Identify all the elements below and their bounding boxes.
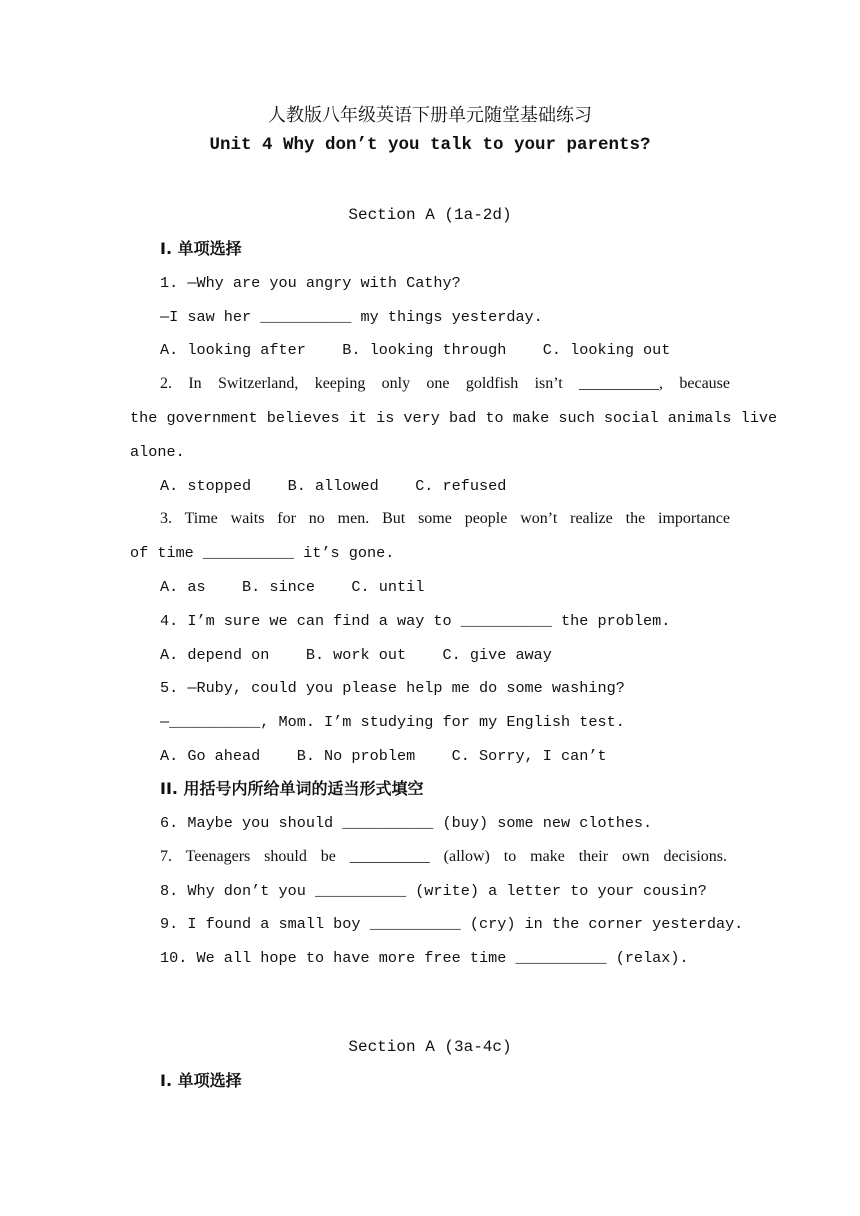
question-7: 7. Teenagers should be __________ (allow) to make their own decisions.	[160, 848, 727, 865]
section-title: Section A (1a-2d)	[348, 206, 512, 224]
question-2-options: A. stopped B. allowed C. refused	[160, 477, 507, 495]
question-2-line-2: the government believes it is very bad to make such social animals live	[130, 409, 778, 427]
question-1-options: A. looking after B. looking through C. looking out	[160, 341, 671, 359]
question-1-sentence: —I saw her __________ my things yesterday.	[160, 308, 543, 326]
question-1-stem: 1. —Why are you angry with Cathy?	[160, 274, 461, 292]
document-title-chinese: 人教版八年级英语下册单元随堂基础练习	[268, 105, 592, 126]
question-4-stem: 4. I’m sure we can find a way to __________ the problem.	[160, 612, 671, 630]
question-9: 9. I found a small boy __________ (cry) in the corner yesterday.	[160, 915, 744, 933]
question-5-stem: 5. —Ruby, could you please help me do some washing?	[160, 679, 625, 697]
section-title: Section A (3a-4c)	[348, 1038, 512, 1056]
question-3-options: A. as B. since C. until	[160, 578, 425, 596]
question-4-options: A. depend on B. work out C. give away	[160, 646, 552, 664]
question-5-sentence: —__________, Mom. I’m studying for my English test.	[160, 713, 625, 731]
question-2-line-1: 2. In Switzerland, keeping only one goldfish isn’t __________, because	[160, 375, 730, 392]
part-heading: I. 单项选择	[160, 1071, 242, 1090]
question-10: 10. We all hope to have more free time __________ (relax).	[160, 949, 689, 967]
document-title-english: Unit 4 Why don’t you talk to your parents?	[209, 135, 651, 155]
question-3-line-1: 3. Time waits for no men. But some people won’t realize the importance	[160, 510, 730, 527]
question-3-line-2: of time __________ it’s gone.	[130, 544, 395, 562]
question-5-options: A. Go ahead B. No problem C. Sorry, I can’t	[160, 747, 607, 765]
part-heading: I. 单项选择	[160, 239, 242, 258]
question-6: 6. Maybe you should __________ (buy) some new clothes.	[160, 814, 653, 832]
part-heading: II. 用括号内所给单词的适当形式填空	[160, 779, 424, 798]
question-2-line-3: alone.	[130, 443, 185, 461]
question-8: 8. Why don’t you __________ (write) a letter to your cousin?	[160, 882, 707, 900]
